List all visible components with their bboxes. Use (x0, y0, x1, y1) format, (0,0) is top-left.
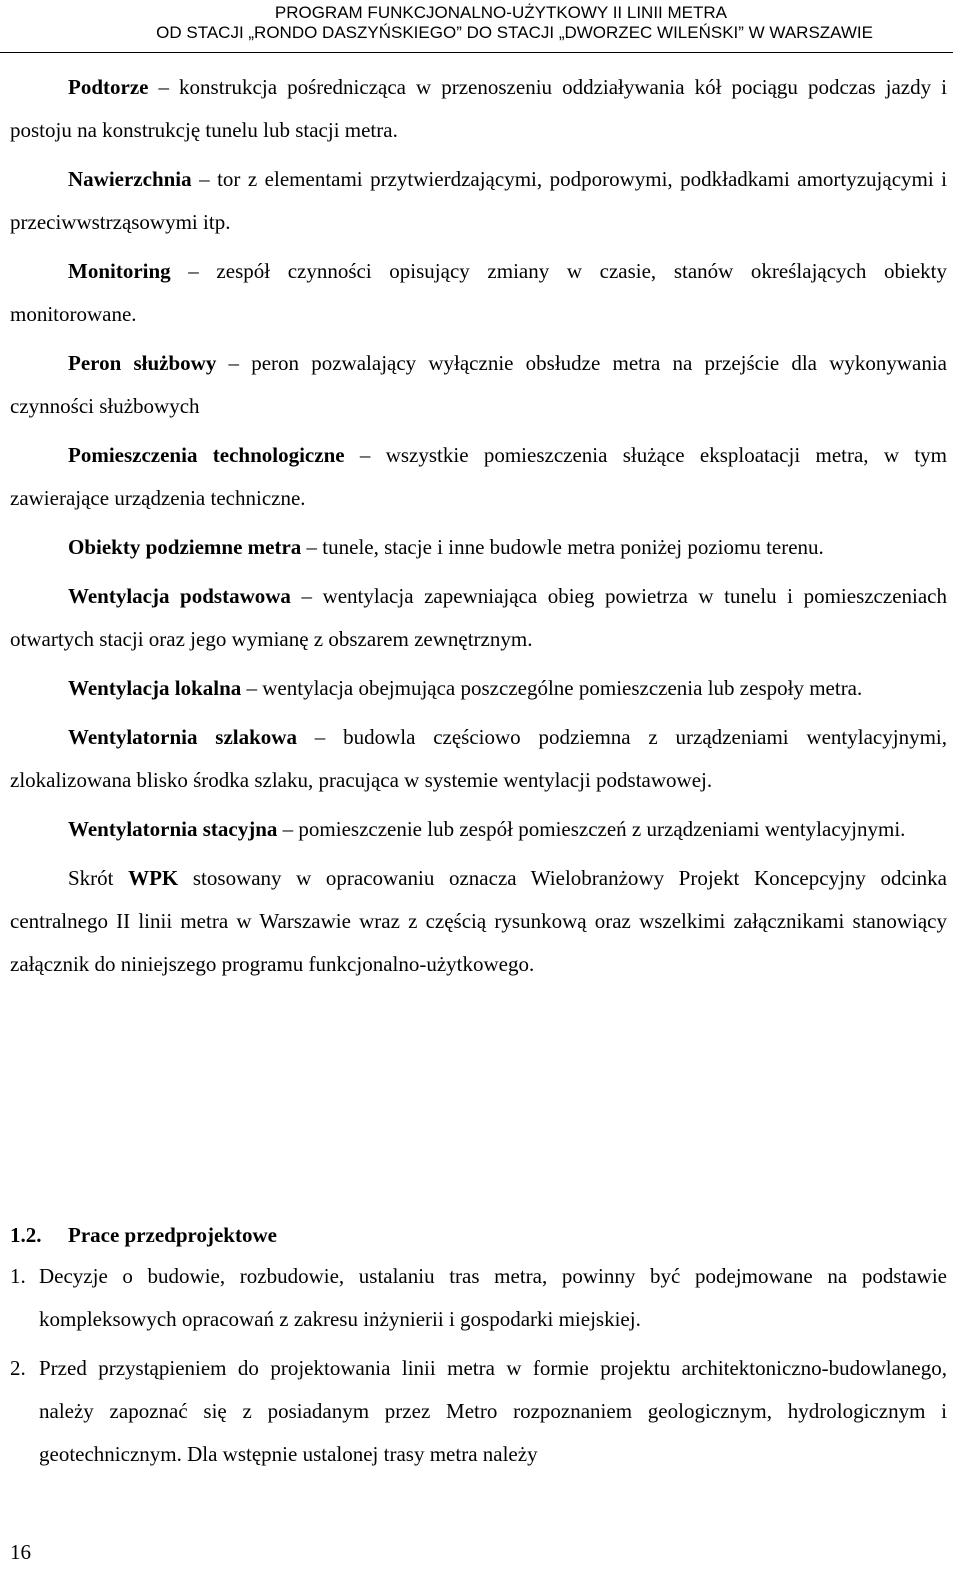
definition-term: Wentylatornia stacyjna (68, 817, 278, 841)
section-title: Prace przedprojektowe (68, 1223, 277, 1247)
definition (10, 342, 947, 428)
definition-term: Obiekty podziemne metra (68, 535, 302, 559)
definition (10, 667, 947, 710)
definition (10, 575, 947, 661)
definition-text: – zespół czynności opisujący zmiany w czasie, stanów określających obiekty monitorowane. (10, 259, 947, 326)
definitions-list (10, 66, 947, 992)
definition (10, 158, 947, 244)
definition-text: – konstrukcja pośrednicząca w przenoszeniu oddziaływania kół pociągu podczas jazdy i postoju na konstrukcję tunelu lub stacji metra. (10, 75, 947, 142)
definition-term: Pomieszczenia technologiczne (68, 443, 345, 467)
numbered-list (10, 1255, 947, 1482)
definition-term: Wentylacja lokalna (68, 676, 242, 700)
list-item (10, 1255, 947, 1341)
definition-text: – budowla częściowo podziemna z urządzeniami wentylacyjnymi, zlokalizowana blisko środka szlaku, pracująca w systemie wentylacji podstawowej. (10, 725, 947, 792)
definition-text: – tunele, stacje i inne budowle metra poniżej poziomu terenu. (301, 535, 824, 559)
definition-text: – wentylacja zapewniająca obieg powietrza w tunelu i pomieszczeniach otwartych stacji oraz jego wymianę z obszarem zewnętrznym. (10, 584, 947, 651)
definition-text: – pomieszczenie lub zespół pomieszczeń z urządzeniami wentylacyjnymi. (277, 817, 906, 841)
abbrev-after: stosowany w opracowaniu oznacza Wielobranżowy Projekt Koncepcyjny odcinka centralnego II linii metra w Warszawie wraz z częścią rysunkową oraz wszelkimi załącznikami stanowiący załącznik do niniejszego programu funkcjonalno-użytkowego. (10, 866, 947, 976)
section-heading (10, 1214, 277, 1257)
abbrev-term: WPK (128, 866, 179, 890)
header-line-1: PROGRAM FUNKCJONALNO-UŻYTKOWY II LINII METRA (274, 3, 727, 22)
definition (10, 434, 947, 520)
list-item-number: 1. (10, 1264, 26, 1288)
list-item-text: Decyzje o budowie, rozbudowie, ustalaniu tras metra, powinny być podejmowane na podstawie kompleksowych opracowań z zakresu inżynierii i gospodarki miejskiej. (39, 1264, 947, 1331)
definition-text: – peron pozwalający wyłącznie obsłudze metra na przejście dla wykonywania czynności służbowych (10, 351, 947, 418)
list-item-number: 2. (10, 1356, 26, 1380)
definition (10, 66, 947, 152)
definition-term: Peron służbowy (68, 351, 217, 375)
definition-term: Monitoring (68, 259, 171, 283)
definition (10, 526, 947, 569)
definition-term: Wentylacja podstawowa (68, 584, 291, 608)
list-item-text: Przed przystąpieniem do projektowania linii metra w formie projektu architektoniczno-budowlanego, należy zapoznać się z posiadanym przez Metro rozpoznaniem geologicznym, hydrologicznym i geotechnicznym. Dla wstępnie ustalonej trasy metra należy (39, 1356, 947, 1466)
definition (10, 808, 947, 851)
definition (10, 250, 947, 336)
abbrev-before: Skrót (68, 866, 129, 890)
definition-text: – wszystkie pomieszczenia służące eksploatacji metra, w tym zawierające urządzenia techniczne. (10, 443, 947, 510)
definition-term: Podtorze (68, 75, 149, 99)
section-number: 1.2. (10, 1223, 42, 1247)
definition-term: Nawierzchnia (68, 167, 192, 191)
definition (10, 716, 947, 802)
abbreviation-note (10, 857, 947, 986)
definition-text: – tor z elementami przytwierdzającymi, podporowymi, podkładkami amortyzującymi i przeciwwstrząsowymi itp. (10, 167, 947, 234)
definition-term: Wentylatornia szlakowa (68, 725, 297, 749)
page-header (0, 0, 953, 53)
page-number: 16 (10, 1540, 31, 1564)
definition-text: – wentylacja obejmująca poszczególne pomieszczenia lub zespoły metra. (241, 676, 863, 700)
header-line-2: OD STACJI „RONDO DASZYŃSKIEGO” DO STACJI „DWORZEC WILEŃSKI” W WARSZAWIE (156, 23, 873, 42)
list-item (10, 1347, 947, 1476)
